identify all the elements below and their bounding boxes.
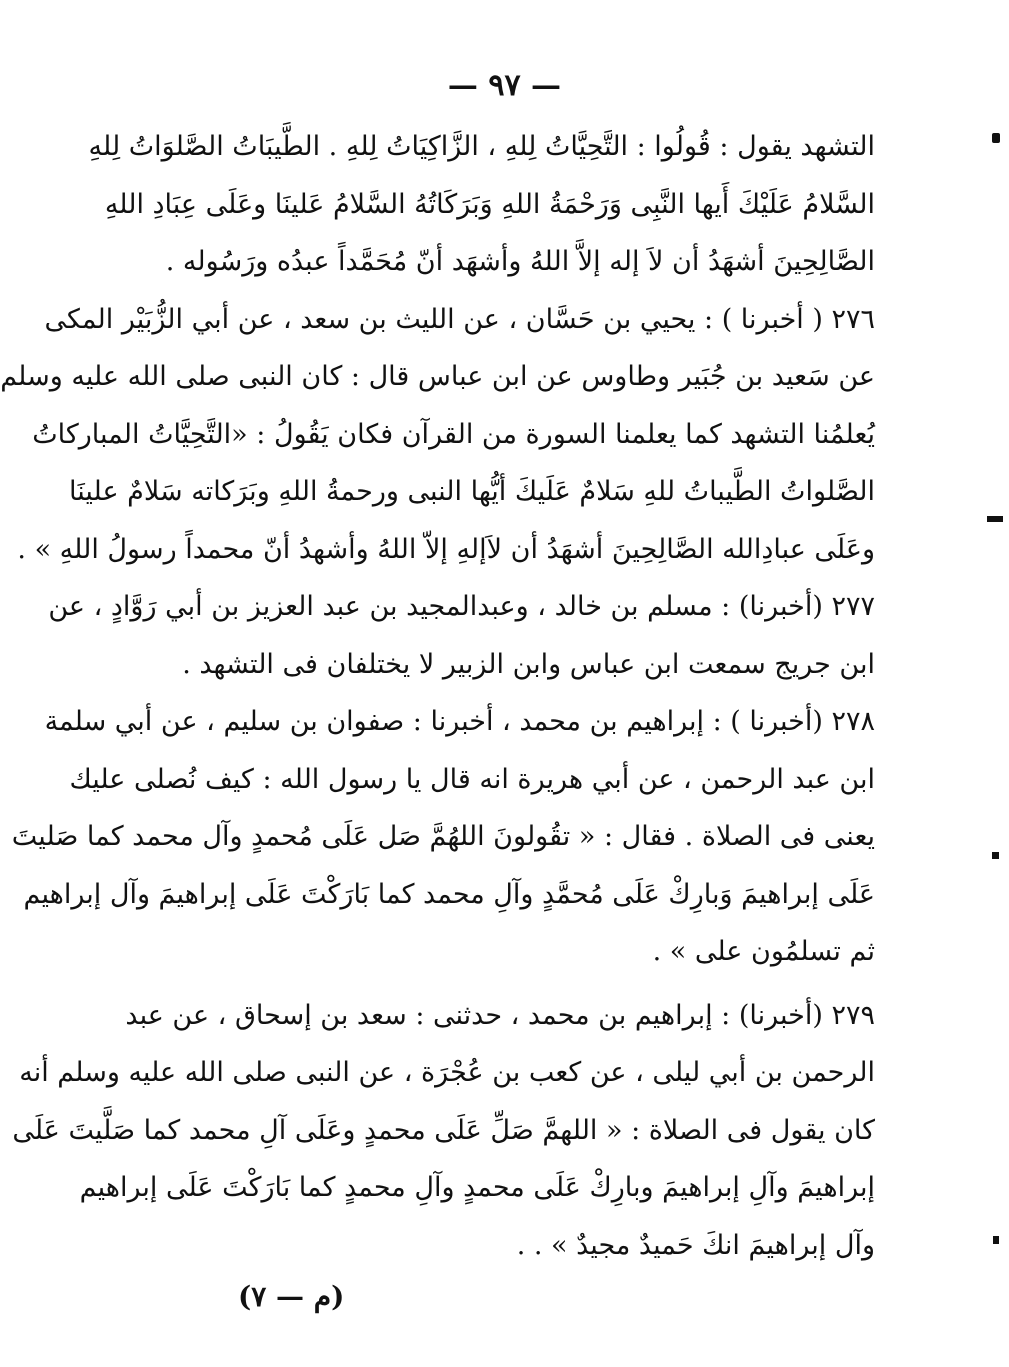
text-line: وعَلَى عبادِالله الصَّالِحِينَ أشهَدُ أن لاَإلهِ إلاّ اللهُ وأشهدُ أنّ محمداً رسولُ اللهِ » . (17, 533, 875, 565)
signature-mark: (م — ٧) (238, 1280, 345, 1313)
margin-mark (987, 516, 1003, 522)
text-line: التشهد يقول : قُولُوا : التَّحِيَّاتُ لِلهِ ، الزَّاكِيَاتُ لِلهِ . الطَّيبَاتُ الصَّلوَاتُ لِلهِ (88, 131, 875, 162)
text-line: وآل إبراهيمَ انكَ حَميدٌ مجيدٌ » . . (516, 1229, 875, 1261)
margin-mark (992, 133, 1000, 143)
text-line: عن سَعيد بن جُبَير وطاوس عن ابن عباس قال : كان النبى صلى الله عليه وسلم (0, 361, 875, 392)
text-line: ابن جريج سمعت ابن عباس وابن الزبير لا يختلفان فى التشهد . (182, 648, 875, 680)
text-line: يُعلمُنا التشهد كما يعلمنا السورة من القرآن فكان يَقُولُ : «التَّحِيَّاتُ المباركاتُ (32, 418, 875, 450)
margin-mark (992, 852, 999, 859)
text-line: إبراهيمَ وآلِ إبراهيمَ وبارِكْ عَلَى محمدٍ وآلِ محمدٍ كما بَارَكْتَ عَلَى إبراهيم (79, 1172, 875, 1203)
hadith-276-line: ٢٧٦ ( أخبرنا ) : يحيي بن حَسَّان ، عن الليث بن سعد ، عن أبي الزُّبَيْر المكى (44, 303, 875, 335)
text-line: يعنى فى الصلاة . فقال : « تقُولونَ اللهُمَّ صَل عَلَى مُحمدٍ وآل محمد كما صَليتَ (11, 821, 875, 852)
hadith-277-line: ٢٧٧ (أخبرنا) : مسلم بن خالد ، وعبدالمجيد بن عبد العزيز بن أبي رَوَّادٍ ، عن (48, 591, 875, 622)
text-line: ابن عبد الرحمن ، عن أبي هريرة انه قال يا رسول الله : كيف نُصلى عليك (69, 763, 875, 795)
text-body (0, 118, 875, 1274)
text-line: السَّلامُ عَلَيْكَ أَيها النَّبِى وَرَحْمَةُ اللهِ وَبَرَكَاتُهُ السَّلامُ عَلينَا وعَلَى عِبَادِ اللهِ (104, 188, 875, 220)
text-line: كان يقول فى الصلاة : « اللهمَّ صَلِّ عَلَى محمدٍ وعَلَى آلِ محمد كما صَلَّيتَ عَلَى (12, 1114, 875, 1146)
margin-mark (993, 1236, 999, 1244)
text-line: الصَّالِحِينَ أشهَدُ أن لاَ إله إلاَّ اللهُ وأشهَد أنّ مُحَمَّداً عبدُه ورَسُوله . (165, 246, 875, 277)
hadith-279-line: ٢٧٩ (أخبرنا) : إبراهيم بن محمد ، حدثنى : سعد بن إسحاق ، عن عبد (125, 999, 875, 1031)
page-number: — ٩٧ — (447, 68, 562, 103)
hadith-278-line: ٢٧٨ (أخبرنا ) : إبراهيم بن محمد ، أخبرنا : صفوان بن سليم ، عن أبي سلمة (44, 706, 875, 737)
text-line: ثم تسلمُون على » . (652, 936, 875, 967)
text-line: الرحمن بن أبي ليلى ، عن كعب بن عُجْرَة ، عن النبى صلى الله عليه وسلم أنه (19, 1057, 875, 1088)
text-line: الصَّلواتُ الطَّيباتُ للهِ سَلامٌ عَلَيكَ أيُّها النبى ورحمةُ اللهِ وبَرَكاته سَلامٌ علينَا (69, 476, 875, 507)
text-line: عَلَى إبراهيمَ وَبارِكْ عَلَى مُحمَّدٍ وآلِ محمد كما بَارَكْتَ عَلَى إبراهيمَ وآل إبراهيم (23, 878, 875, 910)
